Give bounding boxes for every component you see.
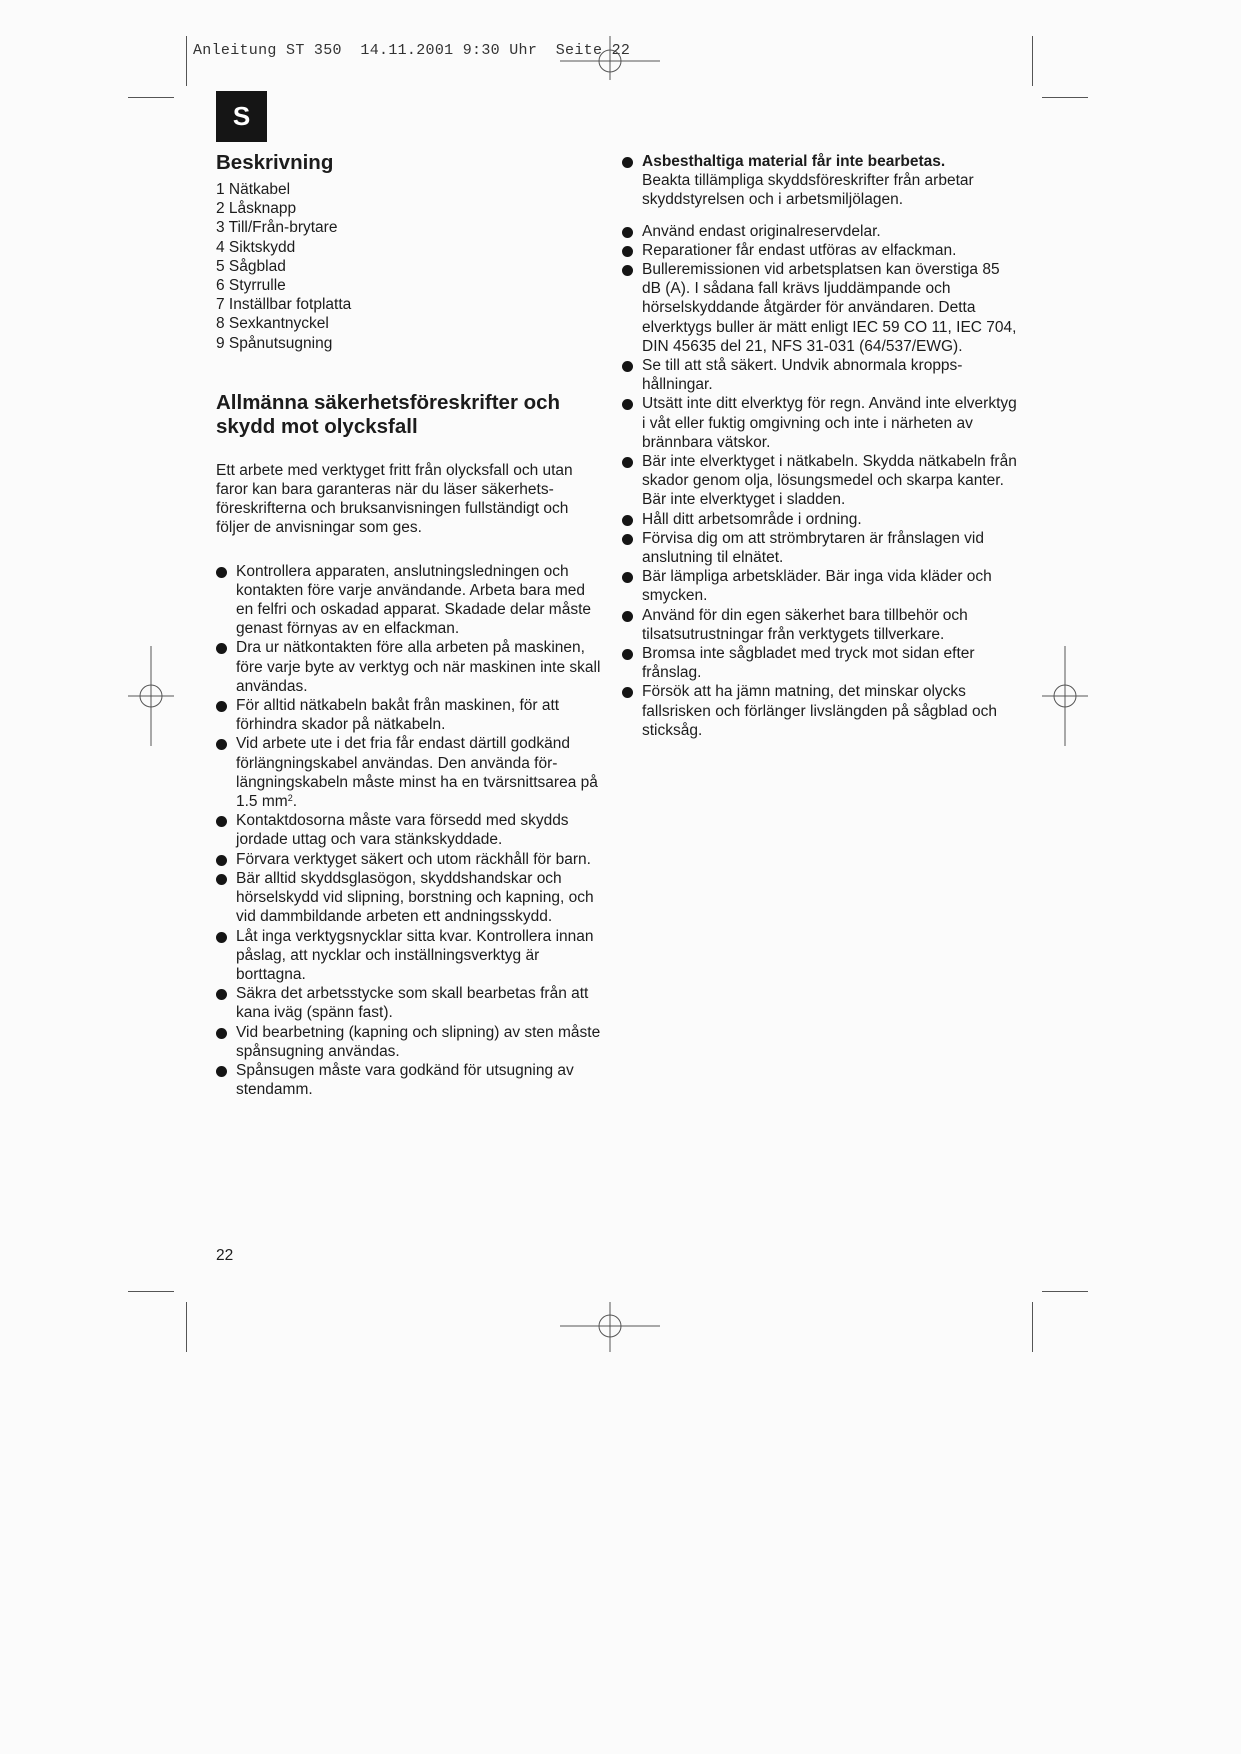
safety-bullet-item: Bär lämpliga arbetskläder. Bär inga vida kläder och smycken. [622, 567, 1017, 605]
print-slug-header: Anleitung ST 350 14.11.2001 9:30 Uhr Seite 22 [193, 42, 631, 59]
left-column [216, 151, 606, 1099]
safety-bullets-right [622, 152, 1017, 740]
parts-list-item: 3 Till/Från-brytare [216, 219, 338, 237]
parts-list-item: 4 Siktskydd [216, 238, 296, 256]
crop-mark-bottom-left-horizontal [128, 1291, 174, 1292]
extension-cable-text: Vid arbete ute i det fria får endast därtill godkänd förlängningskabel användas. Den använda för-längningskabeln måste minst ha en tvärsnittsarea på 1.5 mm [236, 735, 598, 811]
parts-list-item: 5 Sågblad [216, 257, 286, 275]
sentence-period: . [292, 793, 298, 811]
parts-list-item: 1 Nätkabel [216, 181, 291, 198]
language-badge: S [216, 91, 267, 142]
safety-bullet-item: Förvisa dig om att strömbrytaren är frånslagen vid anslutning til elnätet. [622, 529, 1017, 567]
safety-bullet-item: Låt inga verktygsnycklar sitta kvar. Kontrollera innan påslag, att nycklar och inställningsverktyg är borttagna. [216, 927, 606, 985]
page-number: 22 [216, 1247, 234, 1264]
safety-intro-paragraph: Ett arbete med verktyget fritt från olycksfall och utan faror kan bara garanteras när du läser säkerhets-föreskrifterna och bruksanvisningen fullständigt och följer de anvisningar som ges. [216, 461, 573, 537]
crop-mark-top-left-horizontal [128, 97, 174, 98]
safety-bullet-item: Bär inte elverktyget i nätkabeln. Skydda nätkabeln från skador genom olja, lösungsmedel och skarpa kanter. Bär inte elverktyget i sladden. [622, 452, 1017, 510]
parts-list [216, 180, 606, 353]
crop-mark-bottom-right-vertical [1032, 1302, 1033, 1352]
parts-list-item: 8 Sexkantnyckel [216, 315, 329, 333]
safety-bullet-item: Se till att stå säkert. Undvik abnormala kropps-hållningar. [622, 356, 1017, 394]
superscript-two: 2 [287, 793, 293, 804]
safety-bullet-item: Förvara verktyget säkert och utom räckhåll för barn. [216, 850, 606, 869]
safety-bullet-item: Kontaktdosorna måste vara försedd med skydds jordade uttag och vara stänkskyddade. [216, 811, 606, 849]
safety-bullets-left [216, 562, 606, 1100]
right-column [622, 152, 1017, 740]
safety-bullet-item: Reparationer får endast utföras av elfackman. [622, 241, 1017, 260]
safety-bullet-item: Försök att ha jämn matning, det minskar olycks fallsrisken och förlänger livslängden på sågblad och sticksåg. [622, 682, 1017, 740]
asbestos-warning-item [622, 152, 1017, 210]
safety-bullet-item: Dra ur nätkontakten före alla arbeten på maskinen, före varje byte av verktyg och när maskinen inte skall användas. [216, 638, 606, 696]
safety-bullet-item: Håll ditt arbetsområde i ordning. [622, 510, 1017, 529]
section-title-safety: Allmänna säkerhetsföreskrifter och skydd mot olycksfall [216, 390, 561, 438]
parts-list-item: 7 Inställbar fotplatta [216, 296, 352, 314]
registration-mark-bottom-icon [560, 1302, 660, 1352]
safety-bullet-item: Bär alltid skyddsglasögon, skyddshandskar och hörselskydd vid slipning, borstning och kapning, och vid dammbildande arbeten ett andningsskydd. [216, 869, 606, 927]
safety-bullet-item: Använd endast originalreservdelar. [622, 222, 1017, 241]
registration-mark-left-icon [128, 646, 174, 746]
asbestos-warning-title: Asbesthaltiga material får inte bearbetas. [642, 153, 946, 170]
asbestos-warning-text: Beakta tillämpliga skyddsföreskrifter från arbetar skyddstyrelsen och i arbetsmiljölagen. [642, 172, 974, 209]
safety-bullet-item: Kontrollera apparaten, anslutningsledningen och kontakten före varje användande. Arbeta bara med en felfri och oskadad apparat. Skadade delar måste genast förnyas av en elfackman. [216, 562, 606, 639]
parts-list-item: 6 Styrrulle [216, 277, 286, 295]
parts-list-item: 9 Spånutsugning [216, 334, 333, 352]
crop-mark-bottom-right-horizontal [1042, 1291, 1088, 1292]
registration-mark-top-icon [560, 36, 660, 80]
safety-bullet-item: Spånsugen måste vara godkänd för utsugning av stendamm. [216, 1061, 606, 1099]
safety-bullet-item [216, 734, 606, 811]
parts-list-item: 2 Låsknapp [216, 200, 297, 218]
crop-mark-top-right-horizontal [1042, 97, 1088, 98]
crop-mark-bottom-left-vertical [186, 1302, 187, 1352]
safety-bullet-item: Använd för din egen säkerhet bara tillbehör och tilsatsutrustningar från verktygets tillverkare. [622, 606, 1017, 644]
safety-bullet-item: Säkra det arbetsstycke som skall bearbetas från att kana iväg (spänn fast). [216, 984, 606, 1022]
safety-bullet-item: Bulleremissionen vid arbetsplatsen kan överstiga 85 dB (A). I sådana fall krävs ljuddämpande och hörselskyddande åtgärder för användaren. Detta elverktygs buller är mätt enligt IEC 59 CO 11, IEC 704, DIN 45635 del 21, NFS 31-031 (64/537/EWG). [622, 260, 1017, 356]
safety-bullet-item: Vid bearbetning (kapning och slipning) av sten måste spånsugning användas. [216, 1023, 606, 1061]
registration-mark-right-icon [1042, 646, 1088, 746]
section-title-beskrivning: Beskrivning [216, 151, 334, 174]
crop-mark-top-right-vertical [1032, 36, 1033, 86]
safety-bullet-item: För alltid nätkabeln bakåt från maskinen, för att förhindra skador på nätkabeln. [216, 696, 606, 734]
safety-bullet-item: Bromsa inte sågbladet med tryck mot sidan efter frånslag. [622, 644, 1017, 682]
crop-mark-top-left-vertical [186, 36, 187, 86]
safety-bullet-item: Utsätt inte ditt elverktyg för regn. Använd inte elverktyg i våt eller fuktig omgivning och inte i närheten av brännbara vätskor. [622, 394, 1017, 452]
